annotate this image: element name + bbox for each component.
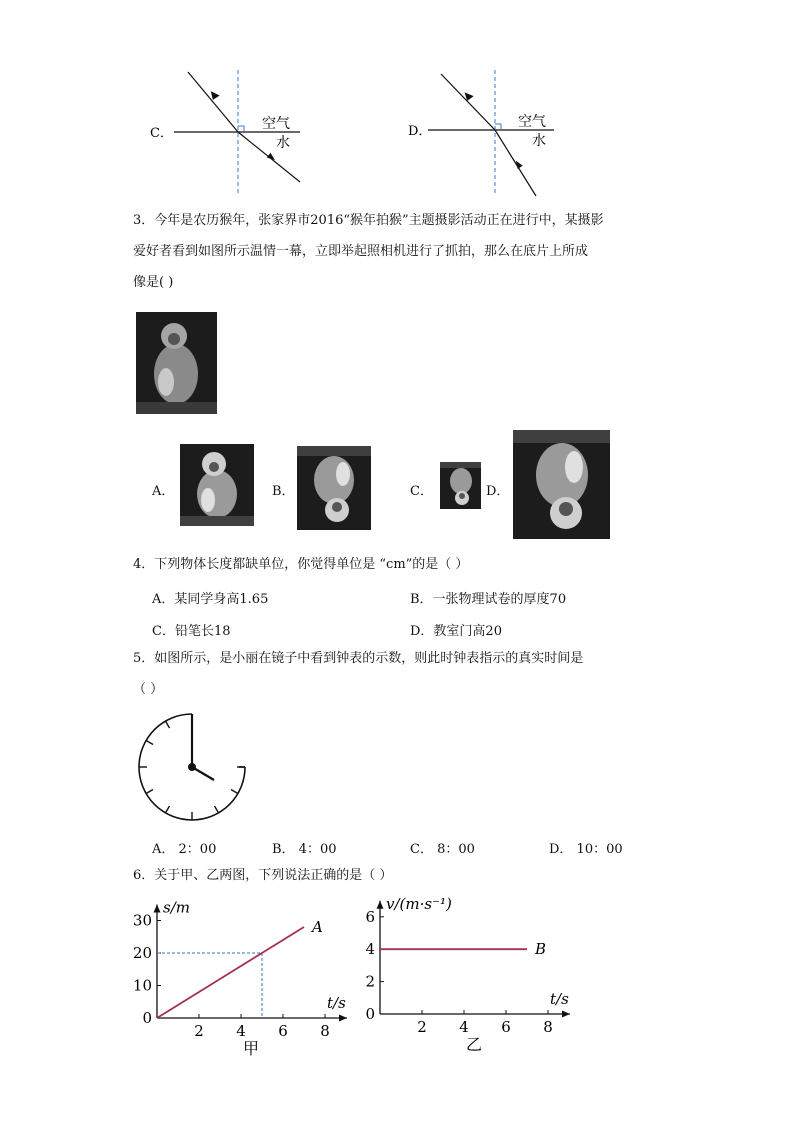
- y-tick-label: 0: [365, 1005, 375, 1023]
- option-d-label: D．: [408, 124, 432, 139]
- monkey-image-option-c[interactable]: [440, 462, 481, 509]
- x-tick-label: 6: [501, 1018, 511, 1036]
- q3-line-3: 像是( ): [133, 275, 174, 290]
- air-label: 空气: [518, 114, 546, 130]
- water-label: 水: [276, 135, 290, 151]
- y-tick-label: 2: [365, 972, 375, 991]
- q5-line-2: （ ）: [133, 682, 164, 697]
- y-tick-label: 30: [132, 911, 152, 930]
- option-c-label: C．: [150, 126, 173, 141]
- x-axis-arrow: [339, 1015, 347, 1022]
- q3-option-c-label: C．: [410, 484, 433, 499]
- x-tick-label: 4: [236, 1022, 246, 1040]
- x-tick-label: 2: [194, 1022, 204, 1040]
- x-axis-label: t/s: [550, 990, 569, 1008]
- clock-tick: [146, 741, 153, 745]
- monkey-image-option-a[interactable]: [180, 444, 254, 526]
- clock-tick: [166, 806, 170, 813]
- q4-option-c[interactable]: C．铅笔长18: [152, 624, 231, 639]
- q5-option-b[interactable]: B． 4：00: [272, 842, 337, 857]
- q4-stem: 4．下列物体长度都缺单位，你觉得单位是 “cm”的是（ ）: [133, 557, 469, 572]
- monkey-photo-original: [136, 312, 217, 414]
- q3-line-2: 爱好者看到如图所示温情一幕，立即举起照相机进行了抓拍，那么在底片上所成: [133, 244, 589, 259]
- x-tick-label: 8: [320, 1022, 330, 1040]
- q6-stem: 6．关于甲、乙两图，下列说法正确的是（ ）: [133, 868, 393, 883]
- x-axis-label: t/s: [327, 994, 346, 1012]
- y-axis-label: s/m: [163, 898, 190, 917]
- q3-option-b-label: B．: [272, 484, 295, 499]
- y-tick-label: 6: [365, 907, 375, 926]
- q3-option-a-label: A．: [152, 484, 175, 499]
- q3-option-d-label: D．: [486, 484, 510, 499]
- x-tick-label: 4: [459, 1018, 469, 1036]
- q4-option-a[interactable]: A．某同学身高1.65: [152, 592, 269, 607]
- x-axis-arrow: [562, 1011, 570, 1018]
- mirror-clock: [135, 712, 250, 828]
- series-label: A: [312, 918, 323, 936]
- y-tick-label: 10: [132, 976, 152, 995]
- q5-option-c[interactable]: C． 8：00: [410, 842, 475, 857]
- y-axis-label: v/(m·s⁻¹): [386, 894, 452, 913]
- diagram-option-d: [408, 68, 578, 204]
- clock-tick: [166, 721, 170, 728]
- clock-tick: [231, 790, 238, 794]
- graph-jia: [132, 892, 350, 1066]
- y-tick-label: 4: [365, 940, 375, 959]
- graph-caption: 甲: [242, 1039, 260, 1058]
- air-label: 空气: [262, 116, 290, 132]
- graph-caption: 乙: [465, 1035, 483, 1054]
- q5-option-a[interactable]: A． 2：00: [152, 842, 217, 857]
- y-axis-arrow: [377, 901, 384, 909]
- monkey-image-option-d[interactable]: [513, 430, 610, 539]
- q4-option-b[interactable]: B．一张物理试卷的厚度70: [410, 592, 567, 607]
- diagram-option-c: [150, 68, 320, 202]
- y-tick-label: 0: [142, 1009, 152, 1027]
- x-tick-label: 6: [278, 1022, 288, 1040]
- x-tick-label: 8: [543, 1018, 553, 1036]
- series-label: B: [535, 940, 547, 959]
- y-axis-arrow: [154, 905, 161, 913]
- x-tick-label: 2: [417, 1018, 427, 1036]
- q5-line-1: 5．如图所示，是小丽在镜子中看到钟表的示数，则此时钟表指示的真实时间是: [133, 651, 584, 666]
- q4-option-d[interactable]: D．教室门高20: [410, 624, 502, 639]
- series-line: [157, 927, 304, 1018]
- q5-option-d[interactable]: D． 10：00: [549, 842, 623, 857]
- graph-yi: [362, 892, 577, 1066]
- water-label: 水: [532, 133, 546, 149]
- clock-tick: [146, 790, 153, 794]
- clock-center: [188, 763, 196, 771]
- y-tick-label: 20: [132, 944, 152, 962]
- monkey-image-option-b[interactable]: [297, 446, 371, 530]
- clock-tick: [215, 806, 219, 813]
- q3-line-1: 3．今年是农历猴年，张家界市2016“猴年拍猴”主题摄影活动正在进行中，某摄影: [133, 213, 604, 228]
